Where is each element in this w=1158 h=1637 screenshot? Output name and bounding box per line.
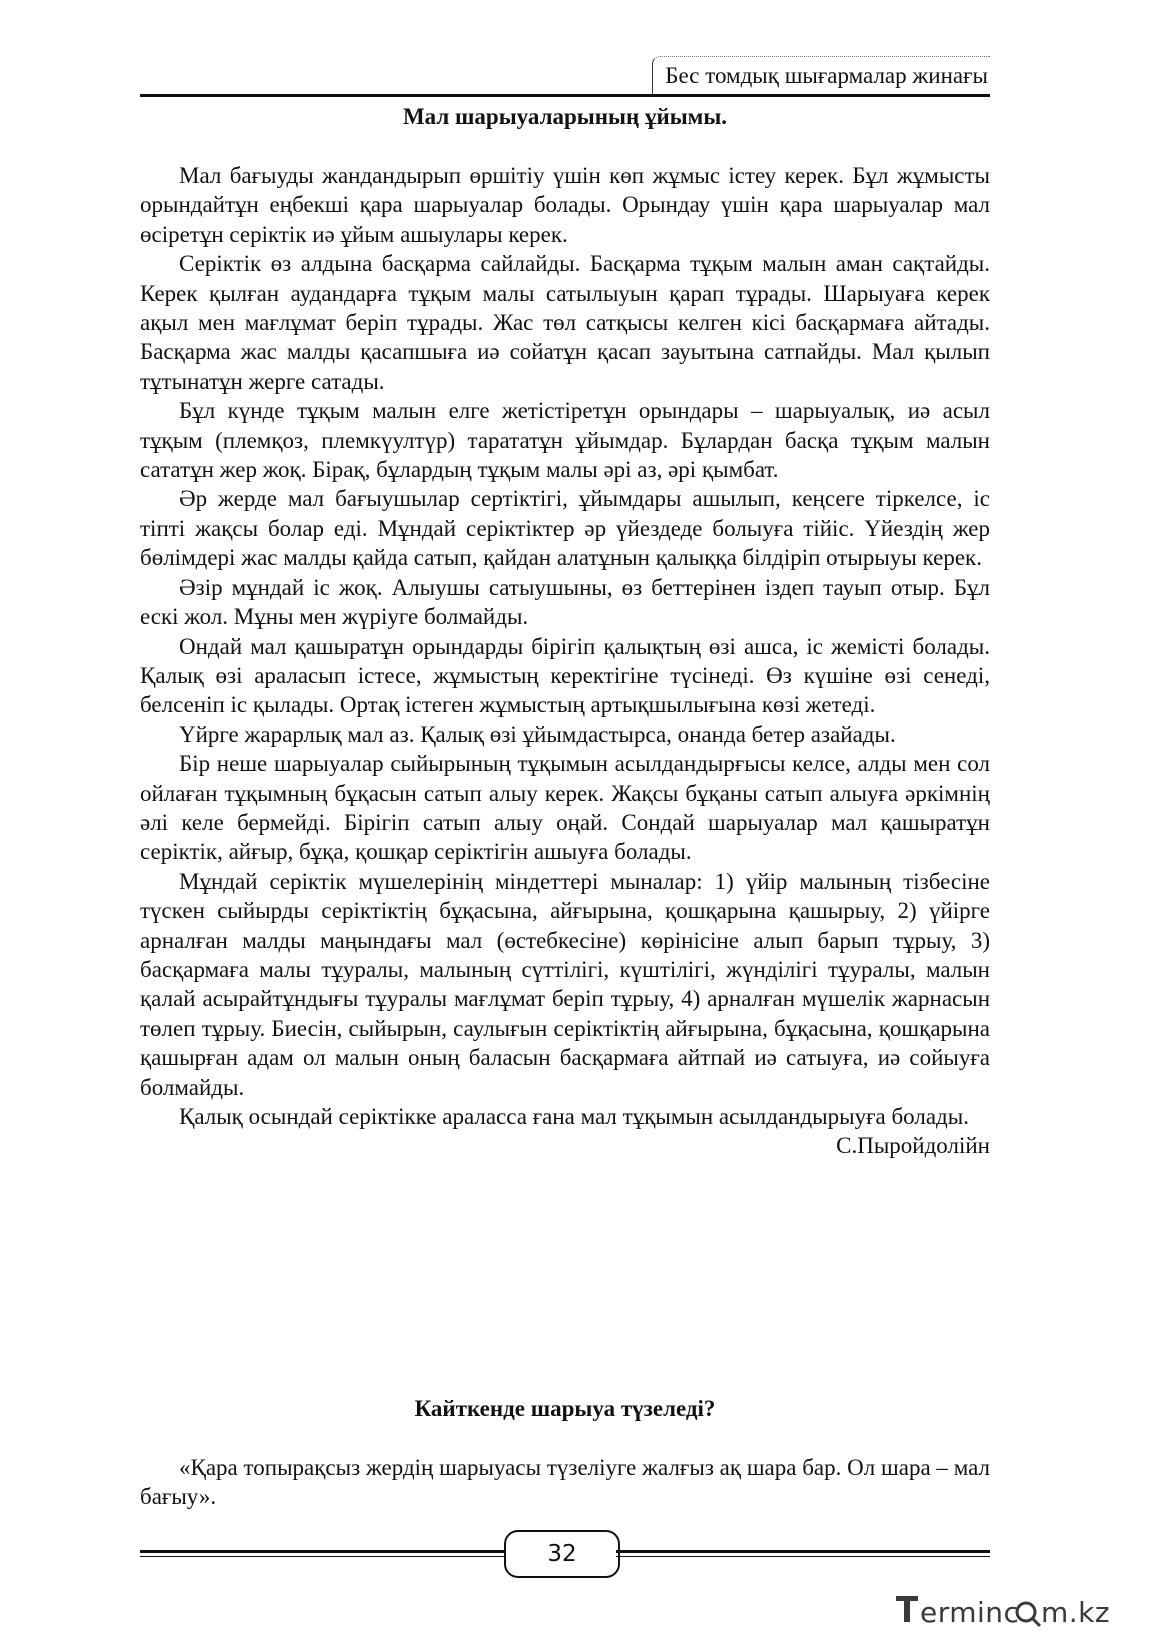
paragraph: Бір неше шарыуалар сыйырының тұқымын асылдандырғысы келсе, алды мен сол ойлаған тұқымның бұқасын сатып алыу керек. Жақсы бұқаны сатып алыуға әркімнің әлі келе бермейді. Бірігіп сатып алыу оңай. Сондай шарыуалар мал қашыратұн серіктік, айғыр, бұқа, қошқар серіктігін ашыуға болады. (140, 751, 990, 865)
footer-rule (140, 1550, 504, 1553)
header-rule (140, 94, 990, 97)
svg-text:m.kz: m.kz (1041, 1596, 1111, 1629)
page-footer (140, 1530, 990, 1580)
paragraph: Әр жерде мал бағыушылар сертіктігі, ұйымдары ашылып, кеңсеге тіркелсе, іс тіпті жақсы болар еді. Мұндай серіктіктер әр үйездеде болыуға тійіс. Үйездің жер бөлімдері жас малды қайда сатып, қайдан алатұнын қалыққа білдіріп отырыуы керек. (140, 486, 990, 571)
paragraph: Ондай мал қашыратұн орындарды бірігіп қалықтың өзі ашса, іс жемісті болады. Қалық өзі араласып істесе, жұмыстың керектігіне түсінеді. Өз күшіне өзі сенеді, белсеніп іс қылады. Ортақ істеген жұмыстың артықшылығына көзі жетеді. (140, 633, 990, 718)
page-number: 32 (504, 1530, 620, 1578)
svg-text:ermіnc: ermіnc (920, 1596, 1020, 1629)
paragraph: Мал бағыуды жандандырып өршітіу үшін көп жұмыс істеу керек. Бұл жұмысты орындайтұн еңбекші қара шарыуалар болады. Орындау үшін қара шарыуалар мал өсіретұн серіктік иә ұйым ашыулары керек. (140, 163, 990, 247)
paragraph: Әзір мұндай іс жоқ. Алыушы сатыушыны, өз беттерінен іздеп тауып отыр. Бұл ескі жол. Мұны мен жүріуге болмайды. (140, 574, 990, 630)
book-title: Бес томдық шығармалар жинағы (665, 63, 988, 88)
paragraph: Мұндай серіктік мүшелерінің міндеттері мыналар: 1) үйір малының тізбесіне түскен сыйырды серіктіктің бұқасына, айғырына, қошқарына қашырыу, 2) үйірге арналған малды маңындағы мал (өстебкесіне) көрінісіне алып барып тұрыу, 3) басқармаға малы тұуралы, малының сүттілігі, күштілігі, жүнділігі тұуралы, малын қалай асырайтұндығы тұуралы мағлұмат беріп тұрыу, 4) арналған мүшелік жарнасын төлеп тұрыу. Биесін, сыйырын, саулығын серіктіктің айғырына, бұқасына, қошқарына қашырған адам ол малын оның баласын басқармаға айтпай иә сатыуға, иә сойыуға болмайды. (140, 868, 990, 1100)
paragraph: Бұл күнде тұқым малын елге жетістіретұн орындары – шарыуалық, иә асыл тұқым (племқоз, племкүултүр) тарататұн ұйымдар. Бұлардан басқа тұқым малын сататұн жер жоқ. Бірақ, бұлардың тұқым малы әрі аз, әрі қымбат. (140, 398, 990, 483)
article-body (140, 161, 990, 1161)
watermark-graphic (894, 1592, 1114, 1632)
paragraph: Серіктік өз алдына басқарма сайлайды. Басқарма тұқым малын аман сақтайды. Керек қылған аудандарға тұқым малы сатылыуын қарап тұрады. Шарыуаға керек ақыл мен мағлұмат беріп тұрады. Жас төл сатқысы келген кісі басқармаға айтады. Басқарма жас малды қасапшыға иә сойатұн қасап зауытына сатпайды. Мал қылып тұтынатұн жерге сатады. (140, 251, 990, 394)
footer-rule (616, 1550, 990, 1553)
paragraph: Қалық осындай серіктікке араласса ғана мал тұқымын асылдандырыуға болады. (179, 1104, 969, 1129)
article-title: Кайткенде шарыуа түзеледі? (414, 1396, 716, 1421)
author-signature: С.Пыройдолійн (836, 1133, 990, 1159)
paragraph: Үйрге жарарлық мал аз. Қалық өзі ұйымдастырса, онанда бетер азайады. (179, 721, 896, 747)
running-header (140, 52, 990, 96)
paragraph: «Қара топырақсыз жердің шарыуасы түзеліуге жалғыз ақ шара бар. Ол шара – мал бағыу». (140, 1455, 990, 1510)
magnifier-icon (1017, 1603, 1040, 1626)
watermark-logo (894, 1592, 1114, 1632)
header-tab (652, 56, 990, 97)
article-title: Мал шарыуаларының ұйымы. (402, 104, 728, 129)
article-body (140, 1453, 990, 1512)
